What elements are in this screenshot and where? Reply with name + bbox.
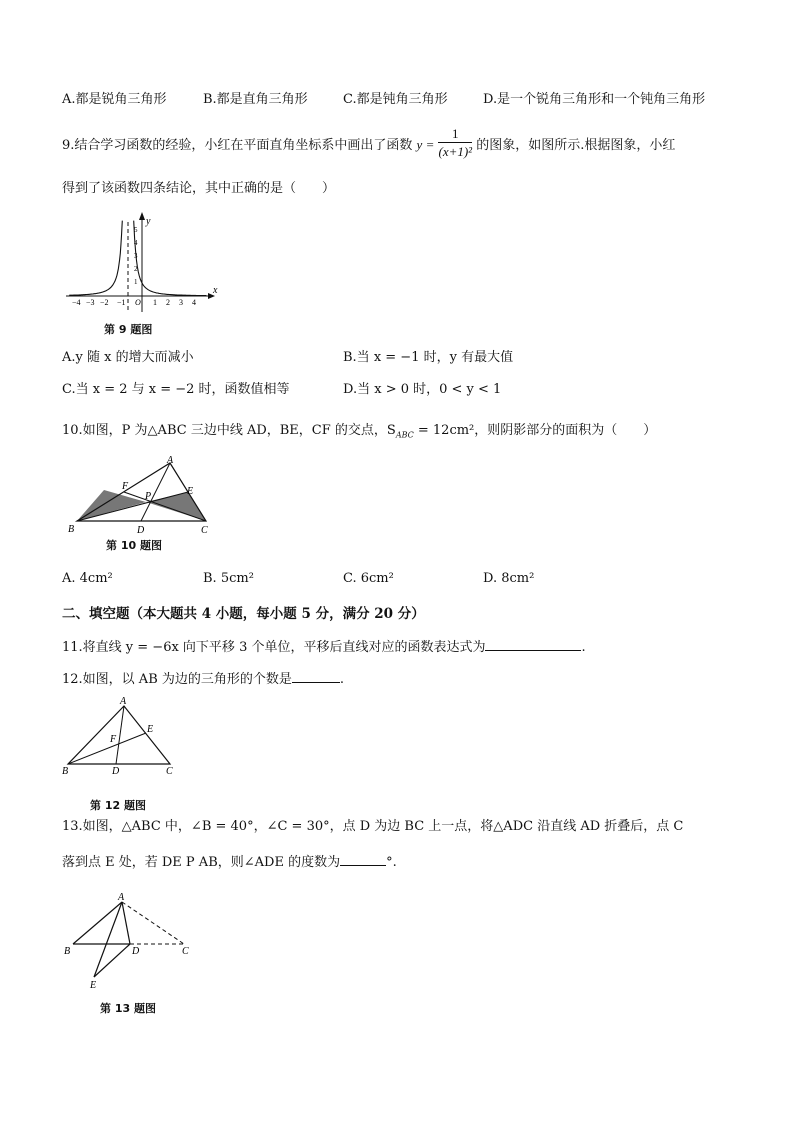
q12-caption: 第 12 题图 [90,799,146,812]
q10-label-c: C [201,525,208,536]
q12-label-d: D [112,766,120,777]
q13-end: °. [386,855,397,870]
q9-option-b: B.当 x = −1 时，y 有最大值 [343,350,514,365]
q10-stem [62,422,656,445]
q12-stem [62,668,344,689]
q10-text-subscript: ABC [395,430,414,440]
q9-y-tick-3: 3 [134,252,138,260]
q13-label-e: E [90,980,97,991]
q8-option-d: D.是一个锐角三角形和一个钝角三角形 [483,92,706,107]
q9-x-tick-m4: −4 [72,298,81,307]
q9-y-axis-label: y [146,216,151,227]
q9-graph [62,212,222,322]
q10-label-p: P [145,491,152,502]
q13-stem-line2 [62,851,397,872]
q12-answer-blank[interactable] [292,668,340,683]
section-2-heading: 二、填空题（本大题共 4 小题，每小题 5 分，满分 20 分） [62,606,425,622]
q12-label-c: C [166,766,173,777]
q9-option-c: C.当 x = 2 与 x = −2 时，函数值相等 [62,382,290,397]
q10-option-b: B. 5cm² [203,571,254,586]
q12-label-e: E [147,724,154,735]
q9-x-tick-m3: −3 [86,298,95,307]
q9-stem-line1 [62,128,675,163]
q10-label-d: D [137,525,145,536]
q12-label-f: F [110,734,117,745]
q10-figure [66,455,226,540]
q12-segment-be [68,733,146,764]
q10-label-a: A [167,455,174,466]
q9-stem-line2: 得到了该函数四条结论，其中正确的是（ ） [62,181,336,196]
q9-formula-lhs: y = [416,137,435,152]
q10-label-b: B [68,524,75,535]
q13-segment-ad [122,902,130,944]
q11-answer-blank[interactable] [485,636,581,651]
q9-y-tick-1: 1 [134,278,138,286]
q8-option-b: B.都是直角三角形 [203,92,308,107]
q9-option-a: A.y 随 x 的增大而减小 [62,350,194,365]
q8-option-c: C.都是钝角三角形 [343,92,448,107]
q12-triangle-abc [68,706,170,764]
q10-option-c: C. 6cm² [343,571,394,586]
q9-curve-left-branch [69,221,122,296]
q13-label-d: D [132,946,140,957]
q12-label-a: A [120,696,127,707]
q12-text: 12.如图，以 AB 为边的三角形的个数是 [62,672,292,687]
q13-label-b: B [64,946,71,957]
q13-label-a: A [118,892,125,903]
q9-x-tick-2: 2 [166,298,170,307]
q9-x-tick-1: 1 [153,298,157,307]
q12-end: . [339,672,345,687]
q9-caption: 第 9 题图 [104,323,153,336]
q9-y-tick-4: 4 [134,239,138,247]
q9-x-tick-3: 3 [179,298,183,307]
q10-label-f: F [122,481,129,492]
q10-text: 10.如图，P 为△ABC 三边中线 AD，BE，CF 的交点，S [62,423,396,438]
q11-end: . [581,640,586,655]
q9-formula-numerator: 1 [438,126,472,143]
q11-stem [62,636,586,657]
q9-y-tick-5: 5 [134,226,138,234]
q11-text: 11.将直线 y = −6x 向下平移 3 个单位，平移后直线对应的函数表达式为 [62,640,486,655]
q8-option-a: A.都是锐角三角形 [62,92,167,107]
q9-curve-right-branch [134,221,207,296]
q9-text-before: 9.结合学习函数的经验，小红在平面直角坐标系中画出了函数 [62,138,413,153]
q9-text-after: 的图象，如图所示.根据图象，小红 [476,138,676,153]
q13-segment-de [94,944,130,977]
q9-x-tick-m1: −1 [117,298,126,307]
q9-option-d: D.当 x > 0 时，0 < y < 1 [343,382,502,397]
q9-formula-fraction [438,126,472,161]
q10-text-rest: = 12cm²，则阴影部分的面积为（ ） [413,423,657,438]
q13-answer-blank[interactable] [340,851,386,866]
q9-x-tick-4: 4 [192,298,196,307]
q9-origin-label: O [135,298,141,307]
q12-figure [60,694,190,780]
q9-x-axis-label: x [213,285,218,296]
q10-label-e: E [187,486,194,497]
q9-y-arrow [139,212,145,220]
q10-option-a: A. 4cm² [62,571,113,586]
q12-segment-ad [116,706,124,764]
q9-formula-denominator: (x+1)² [438,144,473,159]
q13-caption: 第 13 题图 [100,1002,156,1015]
q9-y-tick-2: 2 [134,265,138,273]
q13-segment-ac-dashed [122,902,184,944]
q13-label-c: C [182,946,189,957]
q10-caption: 第 10 题图 [106,539,162,552]
q13-stem-line1: 13.如图，△ABC 中，∠B = 40°，∠C = 30°，点 D 为边 BC 上一点，将△ADC 沿直线 AD 折叠后，点 C [62,819,684,834]
q9-x-tick-m2: −2 [100,298,109,307]
q13-figure [60,890,200,994]
q12-label-b: B [62,766,69,777]
q13-text-before: 落到点 E 处，若 DE P AB，则∠ADE 的度数为 [62,855,341,870]
q10-option-d: D. 8cm² [483,571,535,586]
